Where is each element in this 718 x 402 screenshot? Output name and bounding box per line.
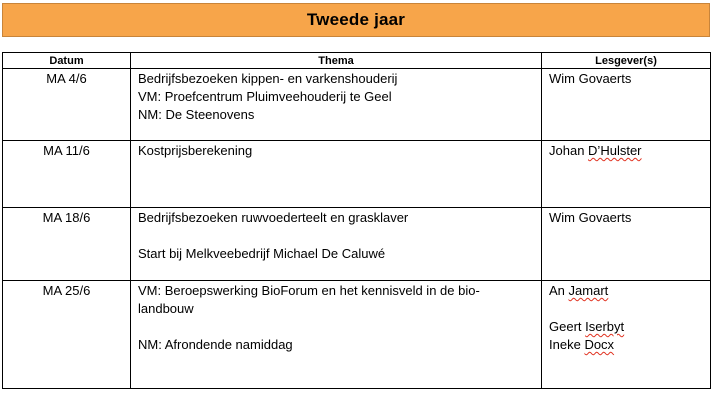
theme-line: Bedrijfsbezoeken kippen- en varkenshouderij [138,71,398,86]
table-row [3,141,711,208]
teacher-first-name: Johan [549,143,585,158]
teacher-name [549,282,703,300]
row-date: MA 18/6 [3,208,131,281]
column-header-date: Datum [3,53,131,69]
table-row [3,208,711,281]
teacher-first-name: An [549,283,565,298]
row-theme [131,141,542,208]
row-theme [131,281,542,389]
theme-line: VM: Beroepswerking BioForum en het kennisveld in de bio- [138,283,480,298]
row-date: MA 25/6 [3,281,131,389]
theme-line: NM: De Steenovens [138,107,255,122]
row-date: MA 11/6 [3,141,131,208]
teacher-name [549,336,703,354]
theme-line: VM: Proefcentrum Pluimveehouderij te Geel [138,89,392,104]
row-teacher [542,281,711,389]
section-title: Tweede jaar [306,10,406,29]
theme-line: Bedrijfsbezoeken ruwvoederteelt en grasklaver [138,210,409,225]
theme-line: NM: Afrondende namiddag [138,337,293,352]
table-row [3,69,711,141]
schedule-table [2,52,711,389]
theme-line: landbouw [138,301,194,316]
section-title-banner [2,3,710,37]
column-header-theme: Thema [131,53,542,69]
teacher-last-name: Iserbyt [585,319,625,334]
row-date: MA 4/6 [3,69,131,141]
teacher-last-name: D’Hulster [588,143,642,158]
theme-line: Start bij Melkveebedrijf Michael De Caluwé [138,246,386,261]
table-header-row [3,53,711,69]
teacher-first-name: Ineke [549,337,581,352]
table-row [3,281,711,389]
row-teacher: Wim Govaerts [542,208,711,281]
teacher-name [549,318,703,336]
row-teacher [542,141,711,208]
row-theme [131,208,542,281]
teacher-first-name: Geert [549,319,582,334]
row-teacher: Wim Govaerts [542,69,711,141]
theme-line: Kostprijsberekening [138,143,253,158]
column-header-teacher: Lesgever(s) [542,53,711,69]
teacher-last-name: Jamart [568,283,609,298]
teacher-last-name: Docx [584,337,615,352]
row-theme [131,69,542,141]
